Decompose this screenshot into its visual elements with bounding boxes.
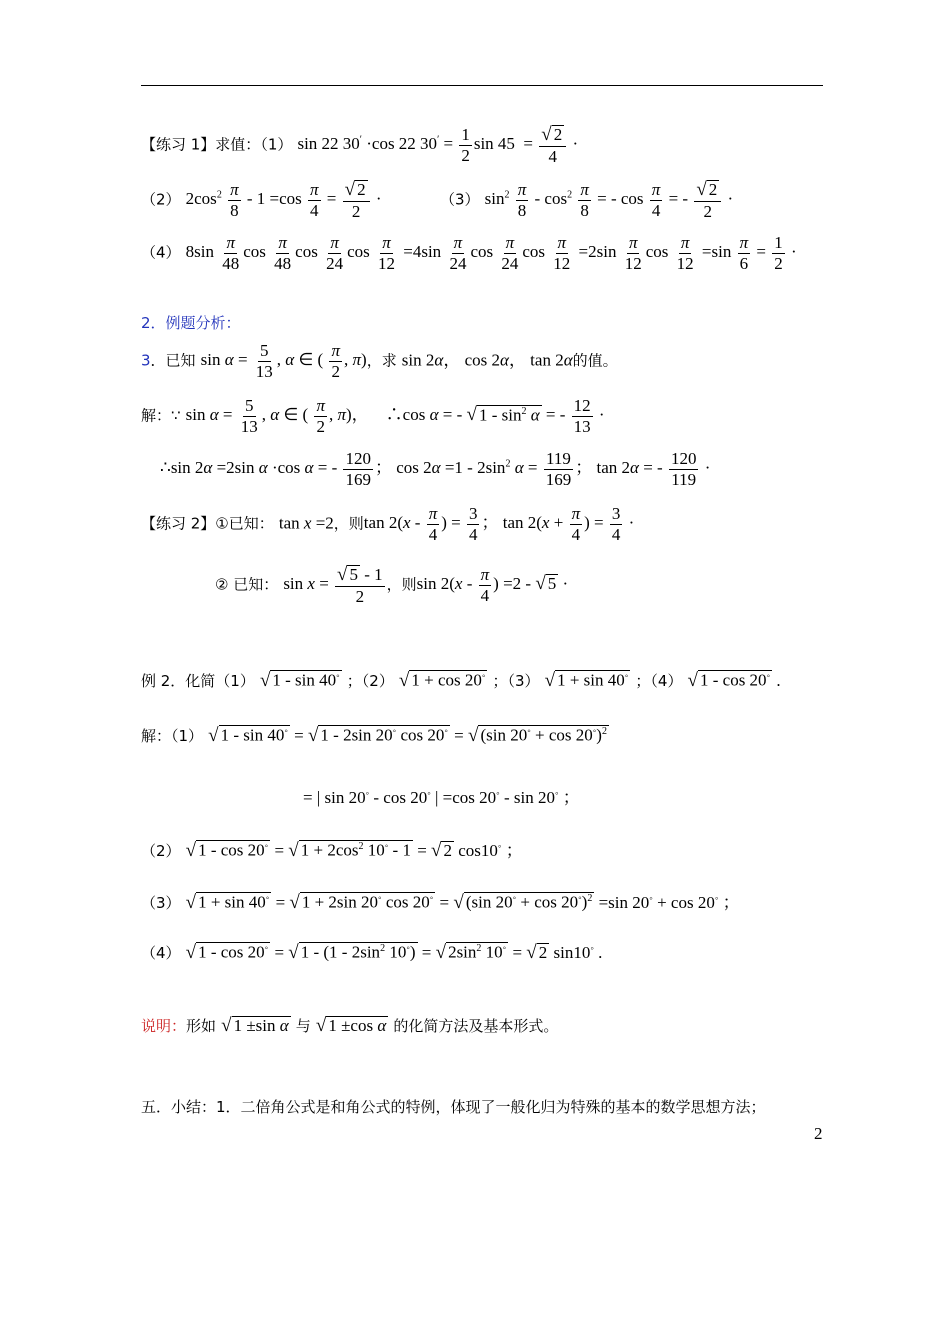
practice1-line1 — [141, 125, 578, 166]
practice1-item3-number: （3） — [440, 190, 480, 209]
example2-expr1: √ 1 - sin 40◦ — [259, 670, 340, 691]
practice2-result1: tan 2(x - $\frac{\pi}{4}$ ) = $\frac{3}{4}$ ； tan 2(x + $\frac{\pi}{4}$ ) = $\frac{3}{4}$ · — [363, 504, 635, 544]
example2-solution2-formula: √ 1 - cos 20◦ = √ $1 + 2\cos^2$ 10◦ - 1 = √ 2 cos10◦ ； — [185, 840, 523, 861]
example2-solution1 — [141, 725, 609, 747]
example3-statement — [141, 342, 618, 381]
note-text2: 的化简方法及基本形式。 — [393, 1017, 559, 1035]
example2-statement — [141, 670, 781, 692]
practice1-item1-formula: sin 22 30′ ·cos 22 30′ = $\frac{1}{2}$ sin 45 = $\frac{√ 2}{4}$ · — [297, 124, 579, 166]
practice2-label2: ② 已知： — [215, 575, 279, 594]
practice1-label: 【练习 1】求值： — [141, 135, 261, 154]
example3-solution-label: 解：∵ — [141, 406, 181, 425]
example3-solution-step2: ∴sin 2α =2sin α ·cos α = - $\frac{120}{169}$ ； $\cos 2\alpha =1 - 2\sin^2$ α = $\frac{119}{169}$ ； tan 2α = - $\frac{120}{119}$ · — [160, 449, 711, 489]
practice2-given1: tan x =2 — [278, 513, 334, 533]
example2-n2: ；（2） — [346, 672, 394, 690]
example2-s2-label: （2） — [141, 842, 181, 860]
practice1-item3-formula: $\sin^2$ $\frac{\pi}{8}$ - $\cos^2$ $\frac{\pi}{8}$ = - cos $\frac{\pi}{4}$ = - $\frac{√ 2}{2}$ · — [484, 179, 734, 221]
example2-solution2 — [141, 836, 523, 862]
practice1-item4-number: （4） — [141, 243, 181, 262]
note-text1: 形如 — [186, 1017, 217, 1035]
example2-s4-label: （4） — [141, 944, 181, 962]
note-and: 与 — [295, 1017, 311, 1035]
practice2-given2: sin x = $\frac{√ 5 - 1}{2}$ — [283, 564, 383, 606]
note-line — [141, 1015, 558, 1037]
note-label: 说明： — [141, 1017, 187, 1035]
example3-solution-line2 — [160, 450, 710, 489]
example2-solution4 — [141, 942, 602, 964]
practice1-line2 — [141, 180, 382, 221]
example2-n4: ；（4） — [635, 672, 683, 690]
example3-solution-step1: sin α = $\frac{5}{13}$ , α ∈ ( $\frac{\pi}{2}$ , π)， ∴cos α = - √ $1 - \sin^2 \alpha$ = - $\frac{12}{13}$ · — [185, 396, 605, 436]
example3-label: 3．已知 — [141, 351, 196, 370]
practice1-item2-number: （2） — [141, 190, 181, 209]
practice2-result2: sin 2(x - $\frac{\pi}{4}$ ) =2 - √ 5 · — [416, 565, 569, 605]
example2-expr2: √ 1 + cos 20◦ — [398, 670, 486, 691]
example2-solution-label: 解：（1） — [141, 727, 204, 745]
header-rule — [141, 85, 823, 86]
section2-title: 2．例题分析： — [141, 314, 241, 332]
practice2-then2: ，则 — [386, 575, 417, 594]
example3-tail: 的值。 — [572, 351, 618, 370]
example2-solution1-result: = | sin 20◦ - cos 20◦ | =cos 20◦ - sin 20◦ ； — [303, 788, 580, 807]
practice1-line3 — [141, 234, 797, 273]
practice1-item4-formula: 8sin $\frac{\pi}{48}$ cos $\frac{\pi}{48}$ cos $\frac{\pi}{24}$ cos $\frac{\pi}{12}$ =4sin $\frac{\pi}{24}$ cos $\frac{\pi}{24}$ cos $\frac{\pi}{12}$ =2sin $\frac{\pi}{12}$ cos $\frac{\pi}{12}$ =sin $\frac{\pi}{6}$ = $\frac{1}{2}$ · — [185, 233, 797, 273]
example2-solution3-formula: √ 1 + sin 40◦ = √ 1 + 2sin 20◦ cos 20◦ = √ (sin 20◦ + cos 20◦)$^2$ =sin 20◦ + cos 20◦ ； — [185, 892, 740, 913]
example3-ask: ，求 — [366, 351, 397, 370]
example2-expr4: √ 1 - cos 20◦ . — [687, 670, 781, 691]
practice1-item2-formula: $2\cos^2$ $\frac{\pi}{8}$ - 1 =cos $\frac{\pi}{4}$ = $\frac{√ 2}{2}$ · — [185, 179, 382, 221]
example2-solution1-cont — [303, 783, 580, 808]
practice1-item1-number: （1） — [260, 135, 293, 154]
example3-solution-line1 — [141, 397, 605, 436]
example2-solution4-formula: √ 1 - cos 20◦ = √ $1 - (1 - 2\sin^2$ 10◦) = √ $2\sin^2$ 10◦ = √ 2 sin10◦ . — [185, 942, 603, 963]
example3-given: sin α = $\frac{5}{13}$ , α ∈ ( $\frac{\pi}{2}$ , π) — [200, 341, 367, 381]
summary-line: 五．小结：1．二倍角公式是和角公式的特例，体现了一般化归为特殊的基本的数学思想方法； — [141, 1098, 766, 1116]
example2-n3: ；（3） — [492, 672, 540, 690]
practice2-line2 — [215, 565, 568, 606]
note-expr2: √ 1 ±cos α — [315, 1015, 387, 1036]
example2-expr3: √ 1 + sin 40◦ — [544, 670, 629, 691]
example2-s3-label: （3） — [141, 894, 181, 912]
practice2-then1: ，则 — [333, 514, 364, 533]
example2-solution1-formula: √ 1 - sin 40◦ = √ 1 - 2sin 20◦ cos 20◦ = √ (sin 20◦ + cos 20◦)$^2$ — [208, 725, 607, 746]
note-expr1: √ 1 ±sin α — [221, 1015, 289, 1036]
practice1-line2b — [440, 180, 733, 221]
practice2-label: 【练习 2】①已知： — [141, 514, 274, 533]
example2-label: 例 2．化简（1） — [141, 672, 255, 690]
practice2-line1 — [141, 505, 634, 544]
page-number: 2 — [814, 1124, 823, 1143]
example3-targets: sin 2α， cos 2α， tan 2α — [401, 350, 573, 370]
example2-solution3 — [141, 888, 740, 914]
